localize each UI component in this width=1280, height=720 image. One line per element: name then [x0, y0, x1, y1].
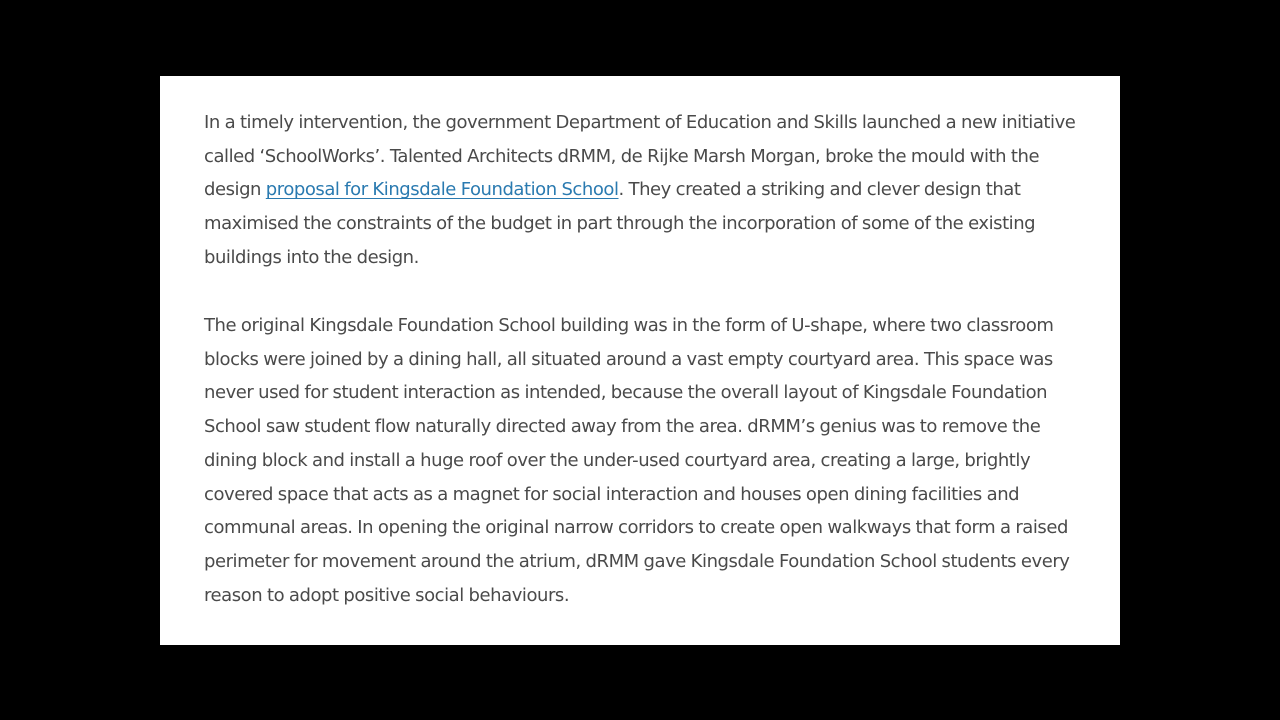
paragraph-intro-text-before: In a timely intervention, the government Department of Education and Skills launched a new initiative called ‘SchoolWorks’. Talented Architects dRMM, de Rijke Marsh Morgan, broke the mould with the design [204, 112, 1076, 201]
paragraph-intro [204, 106, 1084, 275]
kingsdale-proposal-link[interactable]: proposal for Kingsdale Foundation School [265, 179, 619, 201]
paragraph-intro-text-after: . They created a striking and clever design that maximised the constraints of the budget in part through the incorporation of some of the existing buildings into the design. [204, 179, 1036, 268]
article-panel [160, 76, 1120, 645]
paragraph-building-description: The original Kingsdale Foundation School building was in the form of U-shape, where two classroom blocks were joined by a dining hall, all situated around a vast empty courtyard area. This space was never used for student interaction as intended, because the overall layout of Kingsdale Foundation School saw student flow naturally directed away from the area. dRMM’s genius was to remove the dining block and install a huge roof over the under-used courtyard area, creating a large, brightly covered space that acts as a magnet for social interaction and houses open dining facilities and communal areas. In opening the original narrow corridors to create open walkways that form a raised perimeter for movement around the atrium, dRMM gave Kingsdale Foundation School students every reason to adopt positive social behaviours. [204, 315, 1070, 606]
